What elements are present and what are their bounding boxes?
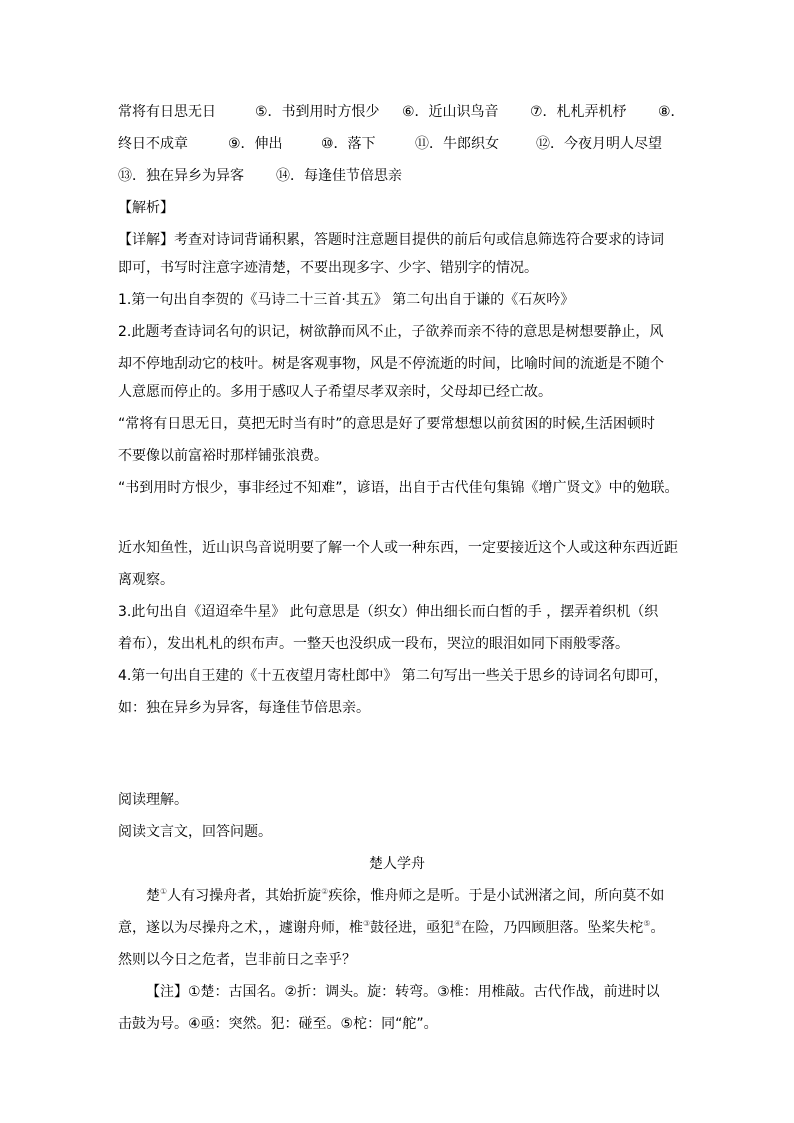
footnote-marker: ①: [160, 887, 168, 896]
passage-text: 在险，乃四顾胆落。坠桨失柁: [461, 920, 644, 936]
passage-line: [118, 918, 688, 940]
note-text: ①楚：古国名。②折：调头。旋：转弯。③椎：用椎敲。古代作战，前进时以: [188, 984, 660, 1000]
passage-line: [146, 886, 691, 908]
answer-item: ⑧．: [658, 104, 685, 120]
answer-item: ⑥．近山识鸟音: [402, 104, 499, 120]
notes-line: 击鼓为号。④亟：突然。犯：碰至。⑤柁：同“舵”。: [118, 1016, 438, 1032]
passage-title: 楚人学舟: [369, 856, 425, 872]
analysis-line: 人意愿而停止的。多用于感叹人子希望尽孝双亲时，父母却已经亡故。: [118, 384, 552, 400]
answer-row-2: [118, 134, 688, 156]
analysis-heading: 【解析】: [118, 200, 174, 216]
reading-heading: 阅读理解。: [118, 792, 188, 808]
analysis-line: 着布），发出札札的织布声。一整天也没织成一段布，哭泣的眼泪如同下雨般零落。: [118, 636, 629, 652]
answer-item: ⑬．独在异乡为异客: [118, 168, 244, 184]
answer-item: ⑨．伸出: [228, 136, 283, 152]
analysis-line: 却不停地刮动它的枝叶。树是客观事物，风是不停流逝的时间，比喻时间的流逝是不随个: [118, 356, 664, 372]
analysis-line: 不要像以前富裕时那样铺张浪费。: [118, 448, 328, 464]
answer-item: ⑭．每逢佳节倍思亲: [276, 168, 402, 184]
footnote-marker: ③: [363, 919, 371, 928]
answer-row-1: [118, 102, 688, 124]
answer-item: ⑫．今夜月明人尽望: [536, 136, 662, 152]
passage-text: 人有习操舟者，其始折旋: [167, 888, 322, 904]
detail-tag: 【详解】: [118, 232, 174, 248]
analysis-line: 4.第一句出自王建的《十五夜望月寄杜郎中》 第二句写出一些关于思乡的诗词名句即可，: [118, 668, 668, 684]
analysis-line: 即可，书写时注意字迹清楚，不要出现多字、少字、错别字的情况。: [118, 260, 538, 276]
passage-text: 疾徐，惟舟师之是听。于是小试洲渚之间，所向莫不如: [328, 888, 665, 904]
answer-item: ⑪．牛郎织女: [415, 136, 499, 152]
notes-line: [146, 982, 691, 1004]
analysis-text: 考查对诗词背诵积累，答题时注意题目提供的前后句或信息筛选符合要求的诗词: [174, 232, 664, 248]
analysis-line: 1.第一句出自李贺的《马诗二十三首·其五》 第二句出自于谦的《石灰吟》: [118, 292, 575, 308]
passage-text: 意，遂以为尽操舟之术，，遽谢舟师，椎: [118, 920, 363, 936]
passage-line: 然则以今日之危者，岂非前日之幸乎？: [118, 952, 356, 968]
answer-item: 常将有日思无日: [118, 104, 216, 120]
analysis-line: “常将有日思无日，莫把无时当有时”的意思是好了要常想想以前贫困的时候,生活困顿时: [118, 416, 655, 432]
answer-row-3: [118, 166, 688, 188]
footnote-marker: ⑤: [643, 919, 651, 928]
passage-text: 。: [650, 920, 665, 936]
analysis-line: 近水知鱼性，近山识鸟音说明要了解一个人或一种东西，一定要接近这个人或这种东西近距: [118, 540, 678, 556]
answer-item: ⑤．书到用时方恨少: [255, 104, 380, 120]
analysis-line: 2.此题考查诗词名句的识记，树欲静而风不止，子欲养而亲不待的意思是树想要静止，风: [118, 324, 664, 340]
answer-item: 终日不成章: [118, 136, 188, 152]
reading-instruction: 阅读文言文，回答问题。: [118, 824, 272, 840]
analysis-line: 如：独在异乡为异客，每逢佳节倍思亲。: [118, 700, 370, 716]
note-tag: 【注】: [146, 984, 188, 1000]
passage-text: 楚: [146, 888, 160, 904]
analysis-line: 离观察。: [118, 572, 174, 588]
analysis-line: “书到用时方恨少，事非经过不知难”，谚语，出自于古代佳句集锦《增广贤文》中的勉联。: [118, 480, 679, 496]
footnote-marker: ②: [321, 887, 329, 896]
answer-item: ⑩．落下: [321, 136, 376, 152]
analysis-line: [118, 230, 688, 252]
analysis-line: 3.此句出自《迢迢牵牛星》 此句意思是（织女）伸出细长而白皙的手 ，摆弄着织机（织: [118, 604, 659, 620]
footnote-marker: ④: [454, 919, 462, 928]
answer-item: ⑦．札札弄机杼: [530, 104, 627, 120]
passage-text: 鼓径进，亟犯: [370, 920, 455, 936]
